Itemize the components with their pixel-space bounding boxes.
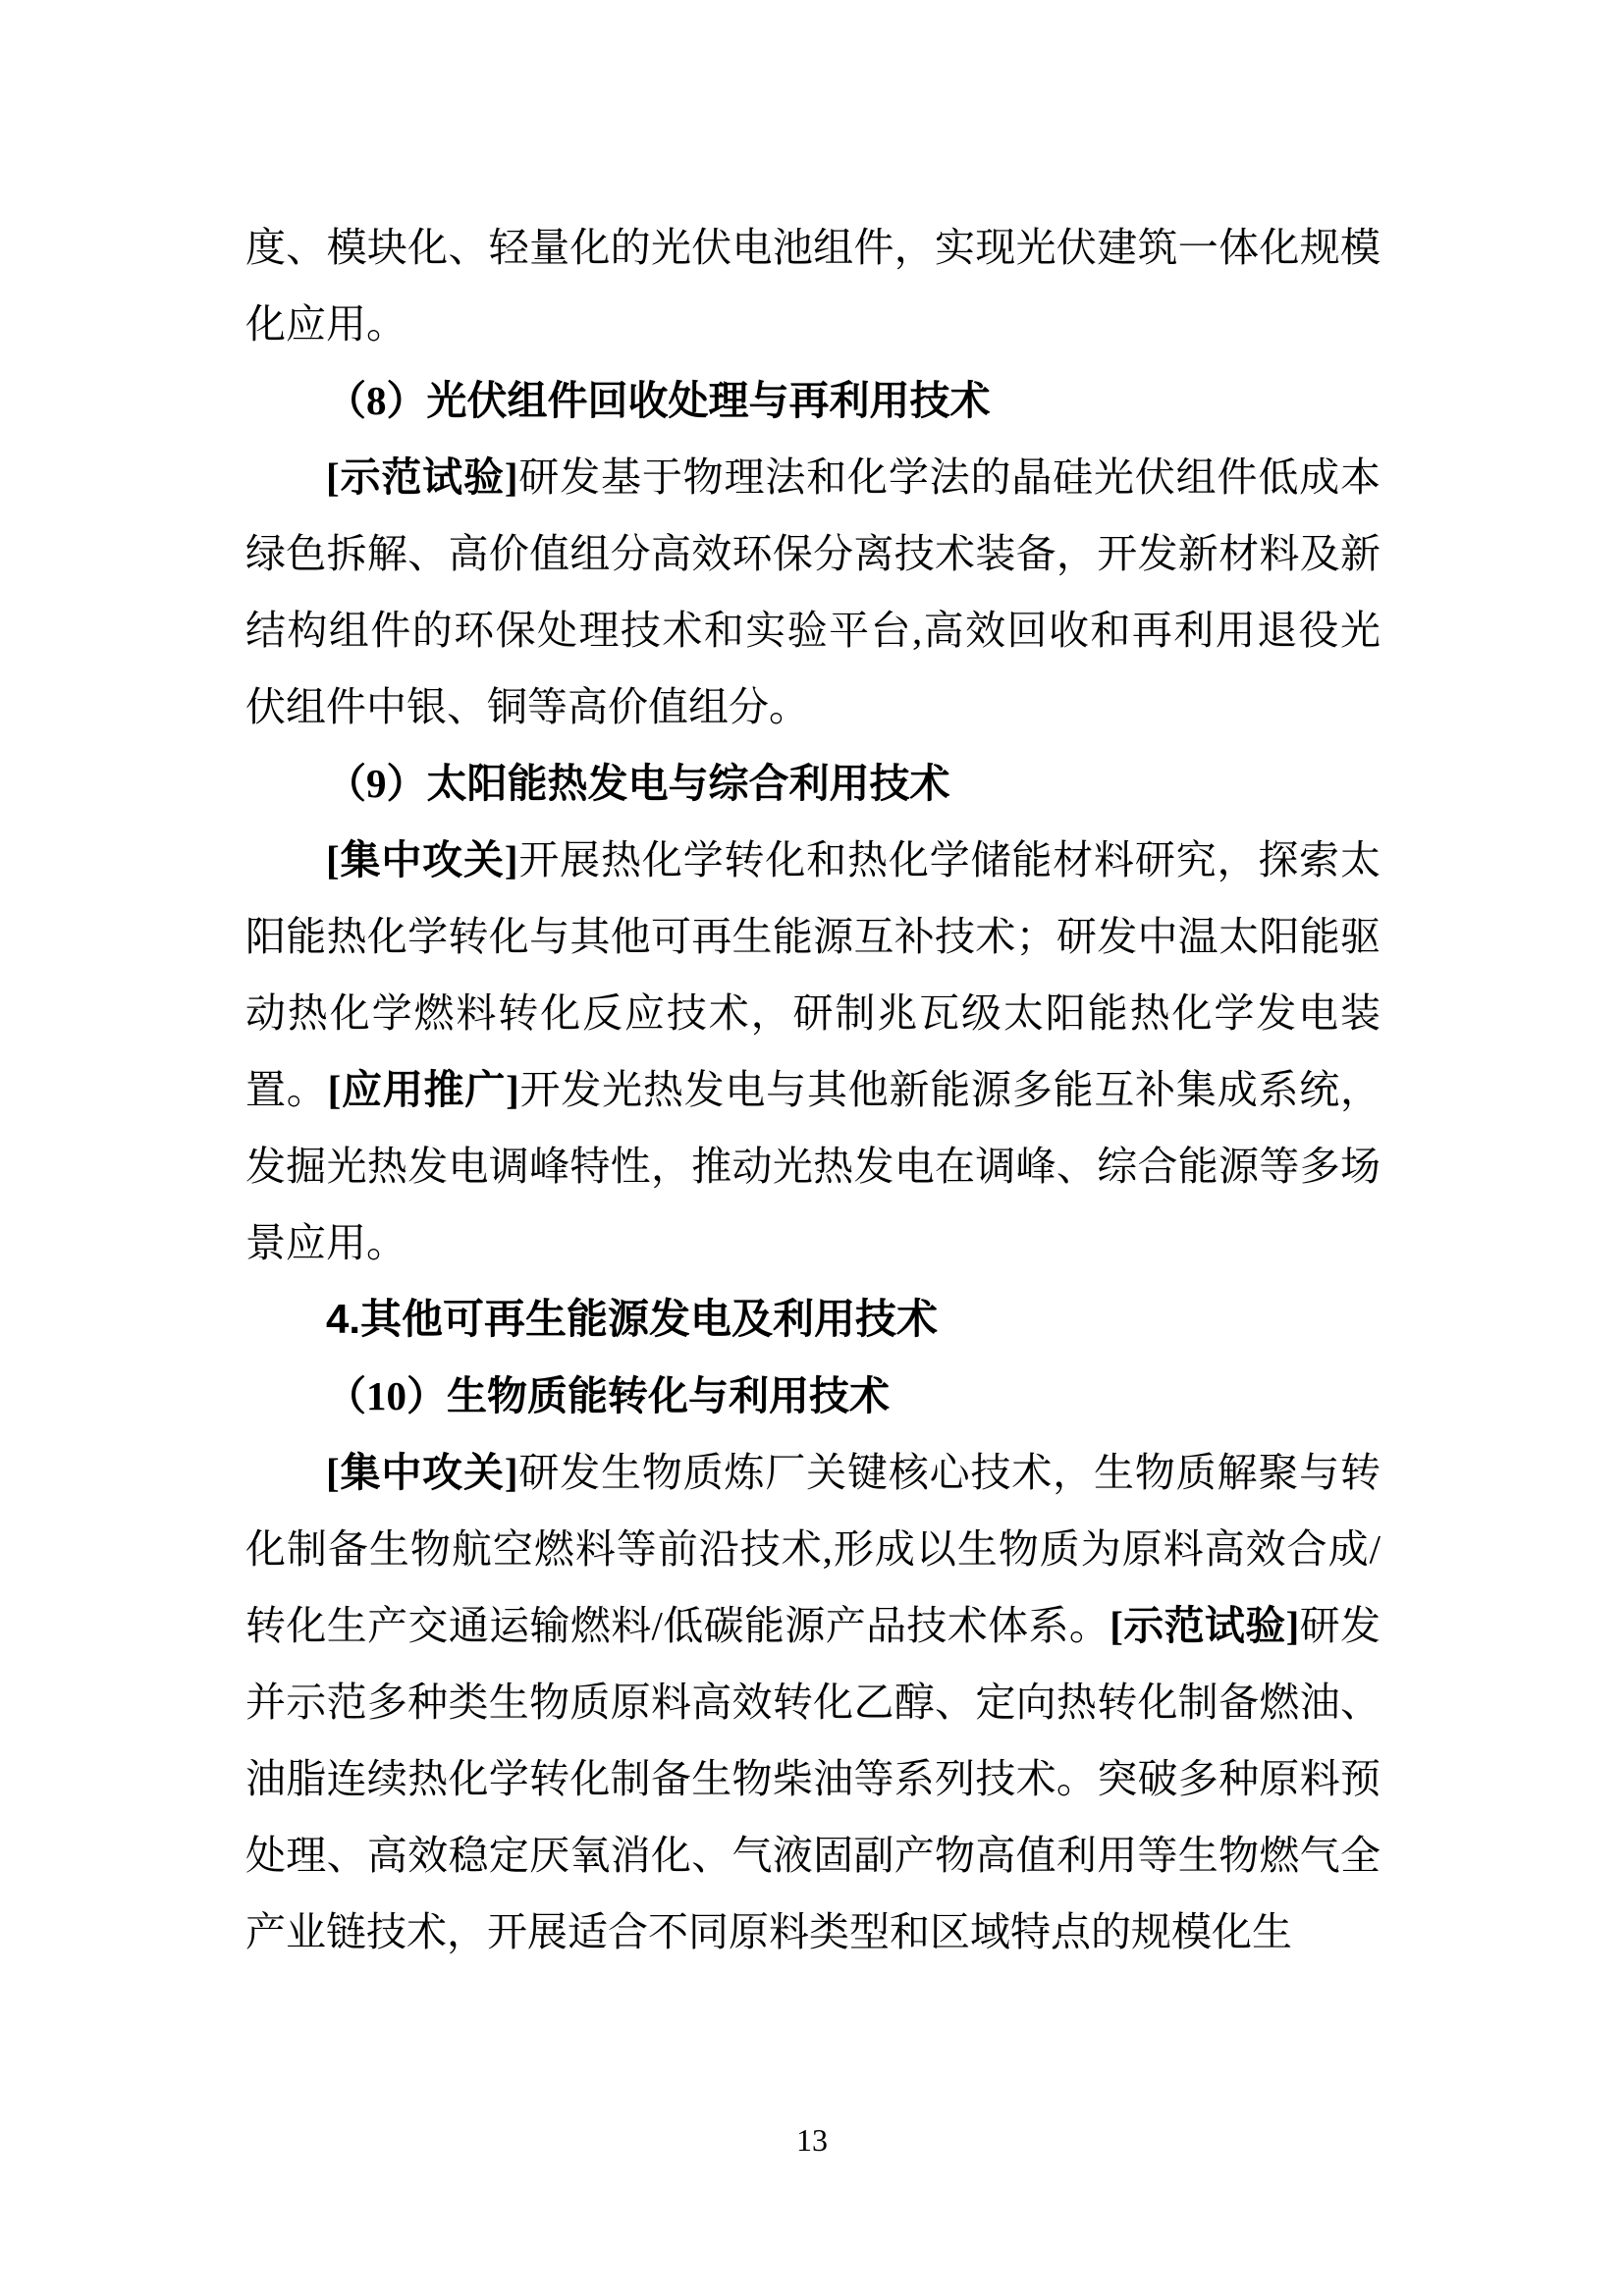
paragraph-text: 研发生物质炼厂关键核心技术，生物质解聚与转化制备生物航空燃料等前沿技术,形成以生物质为原料高效合成/转化生产交通运输燃料/低碳能源产品技术体系。 [245, 1450, 1380, 1648]
task-label-demonstration: [示范试验] [326, 454, 518, 500]
paragraph-continuation [245, 209, 1380, 362]
section-heading-10 [245, 1358, 1380, 1434]
task-label-key-research: [集中攻关] [326, 837, 518, 882]
heading-text: （8）光伏组件回收处理与再利用技术 [326, 378, 991, 423]
paragraph-text: 开发光热发电与其他新能源多能互补集成系统，发掘光热发电调峰特性，推动光热发电在调峰、综合能源等多场景应用。 [245, 1067, 1381, 1265]
paragraph-text: 研发基于物理法和化学法的晶硅光伏组件低成本绿色拆解、高价值组分高效环保分离技术装备，开发新材料及新结构组件的环保处理技术和实验平台,高效回收和再利用退役光伏组件中银、铜等高价值组分。 [245, 454, 1380, 729]
heading-text: 4.其他可再生能源发电及利用技术 [326, 1296, 939, 1342]
document-body [245, 209, 1380, 1970]
paragraph-text: 度、模块化、轻量化的光伏电池组件，实现光伏建筑一体化规模化应用。 [245, 225, 1380, 347]
paragraph-solar-thermal [245, 822, 1380, 1281]
section-heading-9 [245, 745, 1380, 822]
paragraph-text: 研发并示范多种类生物质原料高效转化乙醇、定向热转化制备燃油、油脂连续热化学转化制备生物柴油等系列技术。突破多种原料预处理、高效稳定厌氧消化、气液固副产物高值利用等生物燃气全产业链技术，开展适合不同原料类型和区域特点的规模化生 [245, 1603, 1381, 1954]
section-heading-4 [245, 1281, 1380, 1358]
task-label-key-research: [集中攻关] [326, 1450, 518, 1495]
paragraph-text: 开展热化学转化和热化学储能材料研究，探索太阳能热化学转化与其他可再生能源互补技术；研发中温太阳能驱动热化学燃料转化反应技术，研制兆瓦级太阳能热化学发电装置。 [245, 837, 1380, 1112]
heading-text: （9）太阳能热发电与综合利用技术 [326, 761, 950, 806]
task-label-application: [应用推广] [327, 1067, 519, 1112]
page-footer [0, 2120, 1624, 2160]
heading-text: （10）生物质能转化与利用技术 [326, 1373, 890, 1418]
section-heading-8 [245, 362, 1380, 439]
paragraph-biomass [245, 1434, 1380, 1970]
page-number: 13 [796, 2122, 828, 2158]
paragraph-pv-recycling [245, 439, 1380, 745]
task-label-demonstration: [示范试验] [1110, 1603, 1300, 1648]
